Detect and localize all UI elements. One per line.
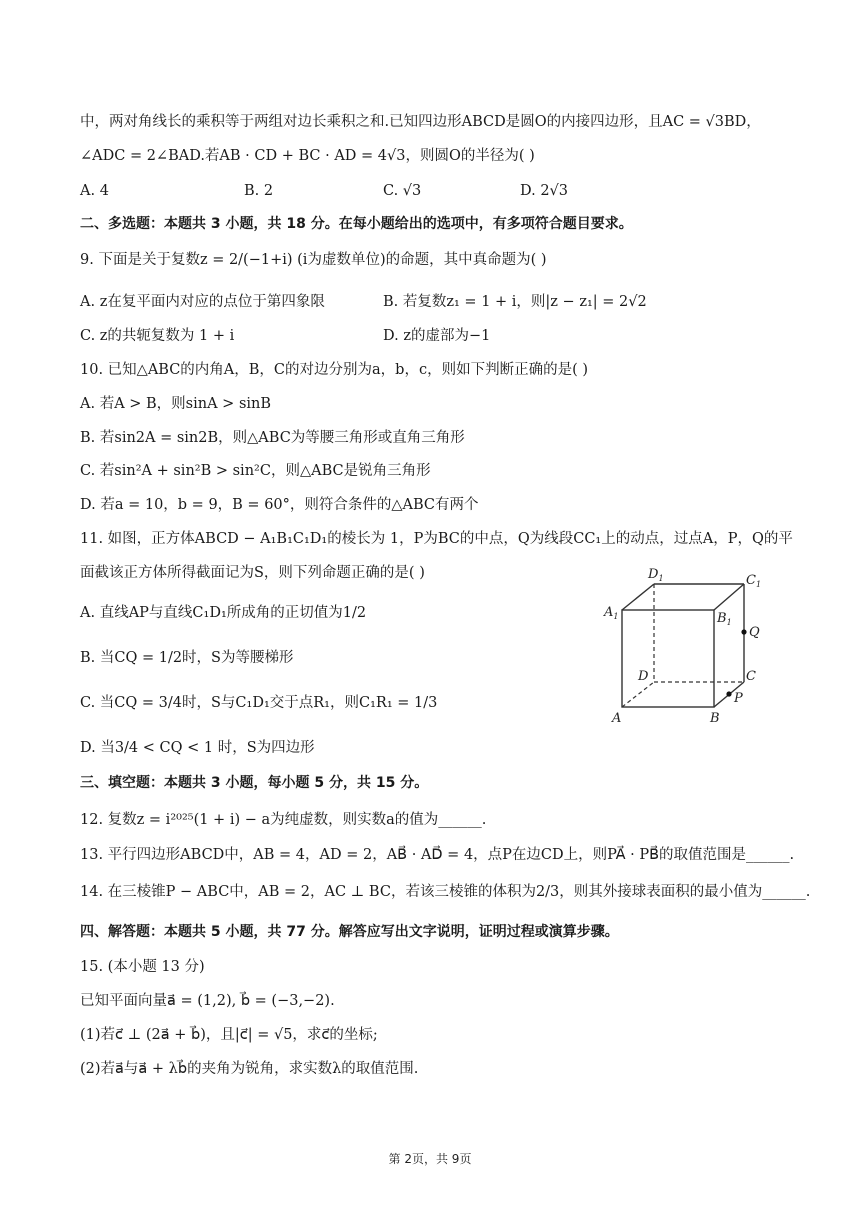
question-15-given: 已知平面向量a⃗ = (1,2), b⃗ = (−3,−2). (80, 993, 335, 1009)
edge-ad-hidden (622, 682, 654, 707)
q8-option-b: B. 2 (244, 183, 274, 199)
edge-a1d1 (622, 584, 654, 610)
question-15-header: 15. (本小题 13 分) (80, 959, 205, 975)
q8-option-a: A. 4 (80, 183, 109, 199)
q11-option-a: A. 直线AP与直线C₁D₁所成角的正切值为1/2 (80, 605, 367, 621)
question-9: 9. 下面是关于复数z = 2/(−1+i) (i为虚数单位)的命题，其中真命题为( ) (80, 252, 547, 268)
question-11-line-2: 面截该正方体所得截面记为S，则下列命题正确的是( ) (80, 565, 425, 581)
label-c: C (746, 669, 756, 684)
label-q: Q (749, 625, 760, 640)
label-c1: $C_1$ (746, 573, 762, 589)
cube-front-face (622, 610, 714, 707)
section-heading-solutions: 四、解答题：本题共 5 小题，共 77 分。解答应写出文字说明，证明过程或演算步骤。 (80, 924, 619, 940)
label-b: B (710, 711, 720, 726)
label-a: A (612, 711, 622, 726)
question-12: 12. 复数z = i²⁰²⁵(1 + i) − a为纯虚数，则实数a的值为______. (80, 812, 487, 828)
question-15-part-1: (1)若c⃗ ⊥ (2a⃗ + b⃗)，且|c⃗| = √5，求c⃗的坐标; (80, 1027, 378, 1043)
label-d: D (638, 669, 649, 684)
section-heading-multiple-choice: 二、多选题：本题共 3 小题，共 18 分。在每小题给出的选项中，有多项符合题目要求。 (80, 216, 633, 232)
q11-option-c: C. 当CQ = 3/4时，S与C₁D₁交于点R₁，则C₁R₁ = 1/3 (80, 695, 438, 711)
section-heading-fill-in: 三、填空题：本题共 3 小题，每小题 5 分，共 15 分。 (80, 775, 429, 791)
q11-option-b: B. 当CQ = 1/2时，S为等腰梯形 (80, 650, 294, 666)
q11-option-d: D. 当3/4 < CQ < 1 时，S为四边形 (80, 740, 315, 756)
q8-option-d: D. 2√3 (520, 183, 569, 199)
page-footer: 第 2页，共 9页 (388, 1152, 472, 1166)
question-14: 14. 在三棱锥P − ABC中，AB = 2，AC ⊥ BC，若该三棱锥的体积为2/3，则其外接球表面积的最小值为______. (80, 884, 811, 900)
question-13: 13. 平行四边形ABCD中，AB = 4，AD = 2，AB⃗ · AD⃗ = 4，点P在边CD上，则PA⃗ · PB⃗的取值范围是______. (80, 847, 795, 863)
q9-option-d: D. z的虚部为−1 (383, 328, 491, 344)
q9-option-b: B. 若复数z₁ = 1 + i，则|z − z₁| = 2√2 (383, 294, 647, 310)
question-10: 10. 已知△ABC的内角A，B，C的对边分别为a，b，c，则如下判断正确的是( ) (80, 362, 589, 378)
q9-option-a: A. z在复平面内对应的点位于第四象限 (80, 294, 325, 310)
text-line-2: ∠ADC = 2∠BAD.若AB · CD + BC · AD = 4√3，则圆O的半径为( ) (80, 148, 535, 164)
q9-option-c: C. z的共轭复数为 1 + i (80, 328, 235, 344)
text-line-1: 中，两对角线长的乘积等于两组对边长乘积之和.已知四边形ABCD是圆O的内接四边形，且AC = √3BD， (80, 114, 761, 130)
q8-option-c: C. √3 (383, 183, 422, 199)
point-q (741, 629, 746, 634)
question-15-part-2: (2)若a⃗与a⃗ + λb⃗的夹角为锐角，求实数λ的取值范围. (80, 1061, 419, 1077)
cube-figure (598, 560, 773, 730)
q10-option-c: C. 若sin²A + sin²B > sin²C，则△ABC是锐角三角形 (80, 463, 431, 479)
label-b1: $B_1$ (717, 611, 732, 627)
question-11-line-1: 11. 如图，正方体ABCD − A₁B₁C₁D₁的棱长为 1，P为BC的中点，Q为线段CC₁上的动点，过点A，P，Q的平 (80, 531, 793, 547)
edge-b1c1 (714, 584, 744, 610)
label-d1: $D_1$ (648, 567, 664, 583)
q10-option-b: B. 若sin2A = sin2B，则△ABC为等腰三角形或直角三角形 (80, 430, 465, 446)
label-a1: $A_1$ (604, 605, 619, 621)
label-p: P (734, 691, 743, 706)
q10-option-a: A. 若A > B，则sinA > sinB (80, 396, 272, 412)
q10-option-d: D. 若a = 10，b = 9，B = 60°，则符合条件的△ABC有两个 (80, 497, 479, 513)
point-p (726, 691, 731, 696)
